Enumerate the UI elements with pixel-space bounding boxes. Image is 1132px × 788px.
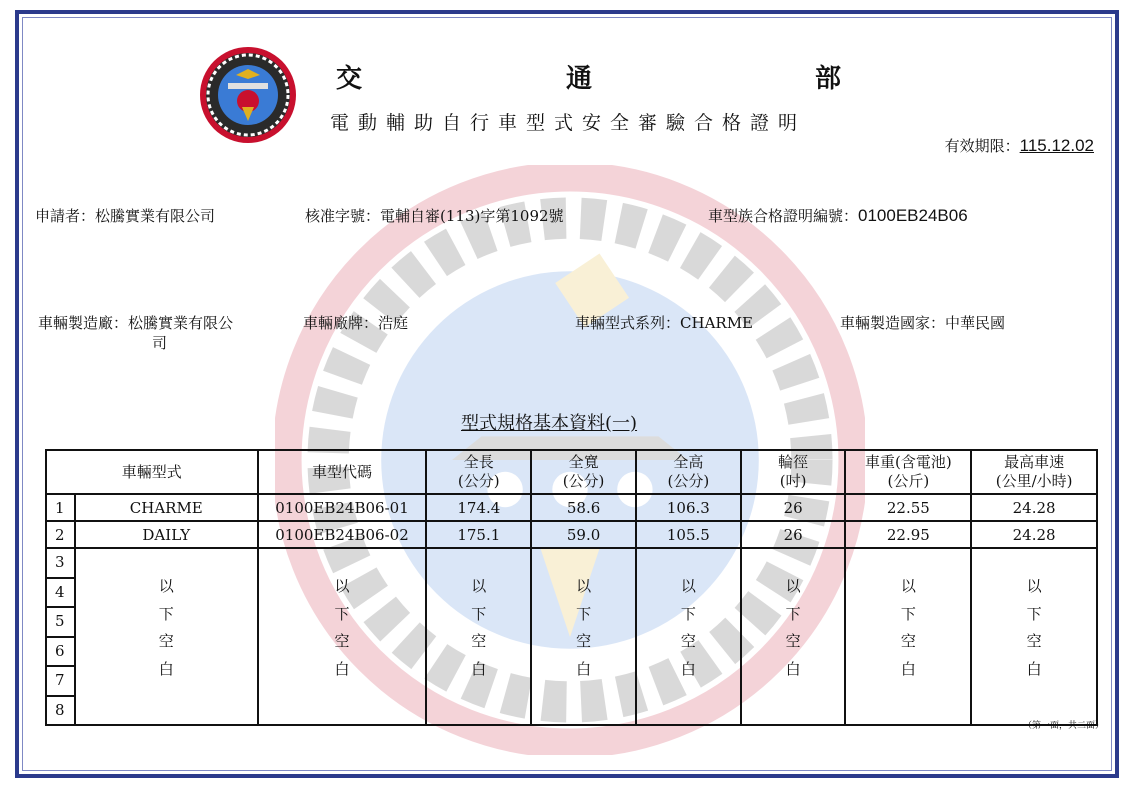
cell-model: DAILY xyxy=(75,521,258,548)
country-value: 中華民國 xyxy=(945,314,1006,332)
row-number: 5 xyxy=(47,608,74,638)
row-number: 1 xyxy=(46,494,75,521)
row-number: 4 xyxy=(47,579,74,609)
blank-col-height: 以 下 空 白 xyxy=(636,548,741,725)
blank-col-wheel: 以 下 空 白 xyxy=(741,548,846,725)
row-number: 7 xyxy=(47,667,74,697)
brand xyxy=(303,312,408,333)
row-number: 8 xyxy=(55,700,65,719)
table-row xyxy=(46,521,1097,548)
series-label: 車輛型式系列： xyxy=(575,314,681,332)
cell-weight: 22.55 xyxy=(845,494,971,521)
blank-col-model: 以 下 空 白 xyxy=(75,548,258,725)
model-series xyxy=(575,312,753,333)
applicant-value: 松騰實業有限公司 xyxy=(95,207,216,225)
header-speed: 最高車速 (公里/小時) xyxy=(971,450,1097,494)
manufacturer-value: 松騰實業有限公 xyxy=(128,314,234,332)
cell-code: 0100EB24B06-01 xyxy=(258,494,427,521)
cell-length: 175.1 xyxy=(426,521,531,548)
document-subtitle: 電動輔助自行車型式安全審驗合格證明 xyxy=(330,112,807,134)
manufacturer-value-cont: 司 xyxy=(152,334,168,352)
table-header-row xyxy=(46,450,1097,494)
cell-height: 105.5 xyxy=(636,521,741,548)
manufacturer-label: 車輛製造廠： xyxy=(38,314,129,332)
header-length: 全長 (公分) xyxy=(426,450,531,494)
cell-model: CHARME xyxy=(75,494,258,521)
blank-rows-block xyxy=(46,548,1097,725)
blank-row-numbers xyxy=(46,548,75,725)
validity-value: 115.12.02 xyxy=(1019,136,1094,155)
header-wheel: 輪徑 (吋) xyxy=(741,450,846,494)
approval-value: 電輔自審(113)字第1092號 xyxy=(380,207,564,225)
cell-speed: 24.28 xyxy=(971,521,1097,548)
table-row xyxy=(46,494,1097,521)
cell-weight: 22.95 xyxy=(845,521,971,548)
row-number: 3 xyxy=(47,549,74,579)
blank-col-width: 以 下 空 白 xyxy=(531,548,636,725)
header-code: 車型代碼 xyxy=(258,450,427,494)
cell-wheel: 26 xyxy=(741,521,846,548)
spec-table xyxy=(45,449,1098,726)
cell-code: 0100EB24B06-02 xyxy=(258,521,427,548)
cell-width: 58.6 xyxy=(531,494,636,521)
validity-period xyxy=(945,135,1094,156)
row-number: 6 xyxy=(47,638,74,668)
family-cert-number xyxy=(708,205,968,226)
applicant-label: 申請者： xyxy=(35,207,96,225)
family-cert-value: 0100EB24B06 xyxy=(858,206,968,225)
brand-value: 浩庭 xyxy=(378,314,409,332)
series-value: CHARME xyxy=(680,314,754,332)
cell-wheel: 26 xyxy=(741,494,846,521)
approval-number xyxy=(305,205,564,226)
blank-col-weight: 以 下 空 白 xyxy=(845,548,971,725)
blank-col-length: 以 下 空 白 xyxy=(426,548,531,725)
ministry-seal-icon xyxy=(198,45,298,145)
header-width: 全寬 (公分) xyxy=(531,450,636,494)
validity-label: 有效期限： xyxy=(944,137,1020,155)
title-char-2: 通 xyxy=(566,64,593,94)
row-number: 2 xyxy=(46,521,75,548)
cell-width: 59.0 xyxy=(531,521,636,548)
country-label: 車輛製造國家： xyxy=(840,314,946,332)
title-char-1: 交 xyxy=(336,64,363,94)
cell-length: 174.4 xyxy=(426,494,531,521)
title-char-3: 部 xyxy=(815,64,842,94)
brand-label: 車輛廠牌： xyxy=(303,314,379,332)
approval-label: 核准字號： xyxy=(305,207,381,225)
header-height: 全高 (公分) xyxy=(636,450,741,494)
spec-table-title: 型式規格基本資料(一) xyxy=(461,413,638,434)
cell-speed: 24.28 xyxy=(971,494,1097,521)
applicant xyxy=(35,205,215,226)
manufacturing-country xyxy=(840,312,1005,333)
manufacturer xyxy=(38,312,233,333)
header-model: 車輛型式 xyxy=(46,450,258,494)
cell-height: 106.3 xyxy=(636,494,741,521)
page-number-note: （第一面，共二面） xyxy=(1022,721,1104,731)
family-cert-label: 車型族合格證明編號： xyxy=(708,207,859,225)
blank-col-code: 以 下 空 白 xyxy=(258,548,427,725)
header-weight: 車重(含電池) (公斤) xyxy=(845,450,971,494)
blank-col-speed: 以 下 空 白 xyxy=(971,548,1097,725)
